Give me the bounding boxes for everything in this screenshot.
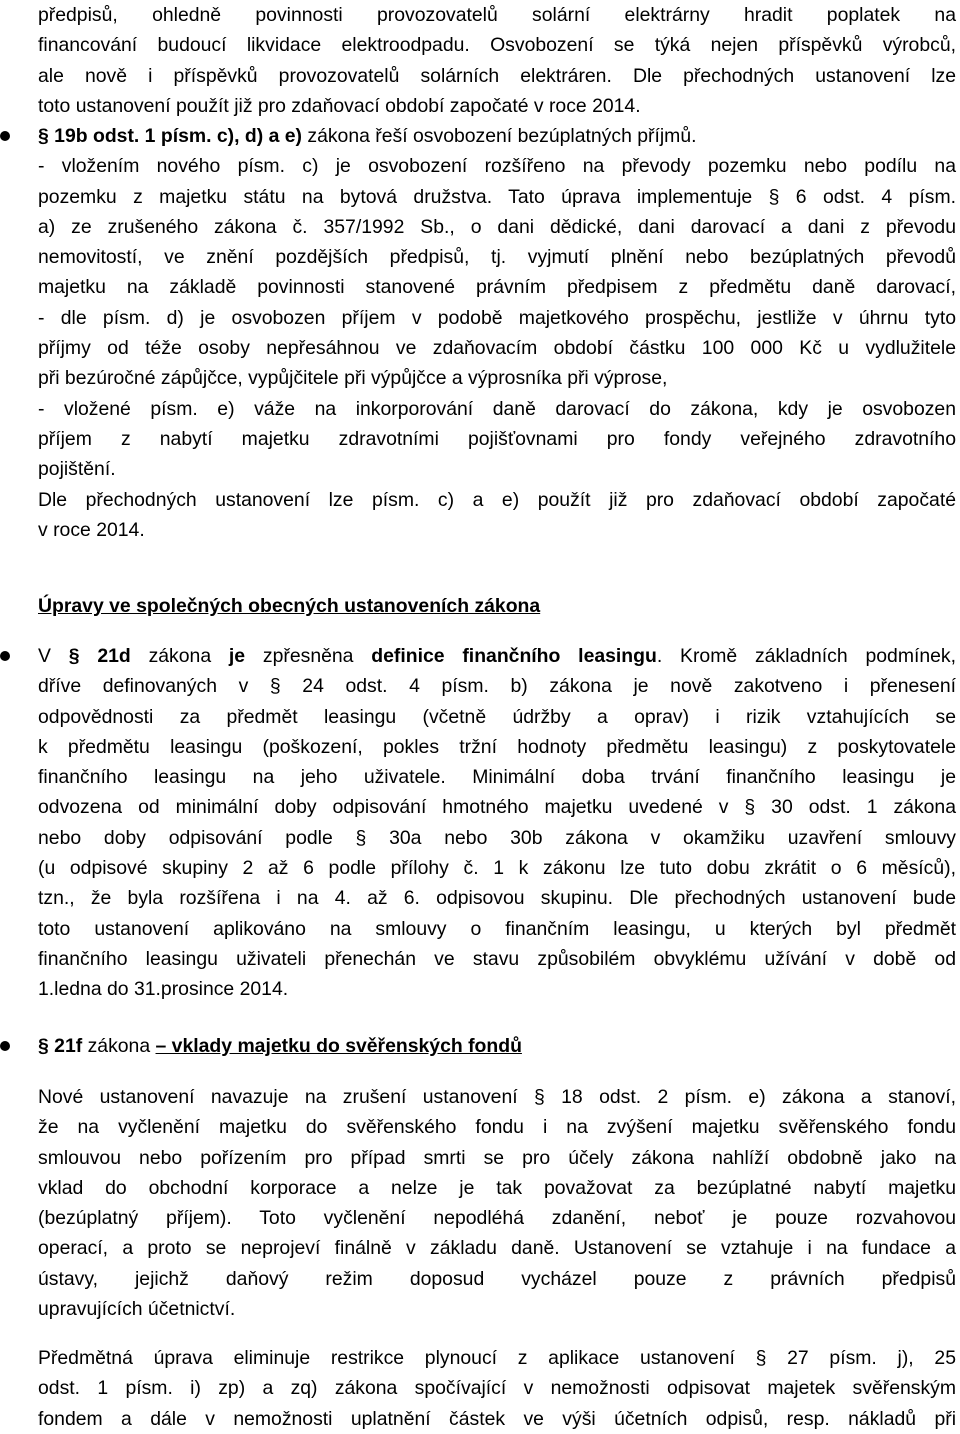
text-line: ústavy, jejichž daňový režim doposud vycházel pouze z právních předpisů xyxy=(38,1267,956,1290)
text-line: a) ze zrušeného zákona č. 357/1992 Sb., o dani dědické, dani darovací a dani z převodu xyxy=(38,215,956,238)
text-line: finančního leasingu na jeho uživatele. Minimální doba trvání finančního leasingu je xyxy=(38,766,956,789)
text-line xyxy=(38,1031,956,1061)
text-line: - dle písm. d) je osvobozen příjem v podobě majetkového prospěchu, jestliže v úhrnu tyto xyxy=(38,306,956,329)
text-line xyxy=(38,641,956,671)
text-bold: je xyxy=(228,645,246,667)
bullet-item-19b xyxy=(0,121,956,545)
bullet-icon xyxy=(0,131,10,141)
text-line: vklad do obchodní korporace a nelze je tak považovat za bezúplatné nabytí majetku xyxy=(38,1176,956,1199)
text-line: upravujících účetnictví. xyxy=(38,1298,236,1321)
section-ref: § 21f xyxy=(38,1035,83,1057)
text-line: toto ustanovení aplikováno na smlouvy o finančním leasingu, u kterých byl předmět xyxy=(38,917,956,940)
text-line: odst. 1 písm. i) zp) a zq) zákona spočívající v nemožnosti odpisovat majetek svěřenským xyxy=(38,1377,956,1400)
text-line: nemovitostí, ve znění pozdějších předpisů, tj. vyjmutí plnění nebo bezúplatných převodů xyxy=(38,246,956,269)
paragraph-solar-waste xyxy=(0,0,956,121)
text-line: tzn., že byla rozšířena i na 4. až 6. odpisovou skupinu. Dle přechodných ustanovení bude xyxy=(38,887,956,910)
section-heading: Úpravy ve společných obecných ustanoveních zákona xyxy=(38,595,541,617)
text-line: financování budoucí likvidace elektroodpadu. Osvobození se týká nejen příspěvků výrobců, xyxy=(38,34,956,57)
section-ref: § 19b odst. 1 písm. c), d) a e) xyxy=(38,125,302,147)
text-line: operací, a proto se neprojeví finálně v základu daně. Ustanovení se vztahuje i na fundace a xyxy=(38,1237,956,1260)
text-line: dříve definovaných v § 24 odst. 4 písm. b) zákona je nově zakotveno i přenesení xyxy=(38,675,956,698)
bullet-item-21d xyxy=(0,641,956,1005)
text-bold: definice finančního leasingu xyxy=(371,645,657,667)
text-line: toto ustanovení použít již pro zdaňovací období započaté v roce 2014. xyxy=(38,94,641,117)
text-line: - vložené písm. e) váže na inkorporování daně darovací do zákona, kdy je osvobozen xyxy=(38,397,956,420)
text-line: v roce 2014. xyxy=(38,518,145,541)
text-line: nebo doby odpisování podle § 30a nebo 30b zákona v okamžiku uzavření smlouvy xyxy=(38,826,956,849)
paragraph-restrictions xyxy=(0,1343,956,1434)
text-fragment: . Kromě základních podmínek, xyxy=(656,645,957,667)
text-fragment: zákona xyxy=(130,645,229,667)
text-line: (bezúplatný příjem). Toto vyčlenění nepodléhá zdanění, neboť je pouze rozvahovou xyxy=(38,1207,956,1230)
text-line: (u odpisové skupiny 2 až 6 podle přílohy č. 1 k zákonu lze tuto dobu zkrátit o 6 měsíců), xyxy=(38,857,956,880)
bullet-icon xyxy=(0,651,10,661)
text-line: příjmy od téže osoby nepřesáhnou ve zdaňovacím období částku 100 000 Kč u vydlužitele xyxy=(38,337,956,360)
text-fragment: zákona řeší osvobození bezúplatných příjmů. xyxy=(302,125,697,147)
section-title: – vklady majetku do svěřenských fondů xyxy=(155,1035,522,1057)
text-line: při bezúročné zápůjčce, vypůjčitele při výpůjčce a výprosníka při výprose, xyxy=(38,367,668,390)
text-fragment: V xyxy=(38,645,69,667)
bullet-item-21f xyxy=(0,1031,956,1061)
text-line: - vložením nového písm. c) je osvobození rozšířeno na převody pozemku nebo podílu na xyxy=(38,155,956,178)
text-line: předpisů, ohledně povinnosti provozovatelů solární elektrárny hradit poplatek na xyxy=(38,4,956,26)
bullet-icon xyxy=(0,1041,10,1051)
text-line: Nové ustanovení navazuje na zrušení ustanovení § 18 odst. 2 písm. e) zákona a stanoví, xyxy=(38,1086,956,1108)
text-fragment: zpřesněna xyxy=(245,645,372,667)
section-ref: § 21d xyxy=(68,645,131,667)
text-fragment: zákona xyxy=(82,1035,156,1057)
text-line: majetku na základě povinnosti stanovené právním předpisem z předmětu daně darovací, xyxy=(38,276,956,299)
text-line: pozemku z majetku státu na bytová družstva. Tato úprava implementuje § 6 odst. 4 písm. xyxy=(38,185,956,208)
text-line: 1.ledna do 31.prosince 2014. xyxy=(38,978,289,1001)
text-line: ale nově i příspěvků provozovatelů solárních elektráren. Dle přechodných ustanovení lze xyxy=(38,64,956,87)
text-line: Předmětná úprava eliminuje restrikce plynoucí z aplikace ustanovení § 27 písm. j), 25 xyxy=(38,1347,956,1369)
text-line xyxy=(38,121,956,151)
text-line: odpovědnosti za předmět leasingu (včetně údržby a oprav) i rizik vztahujících se xyxy=(38,705,956,728)
text-line: odvozena od minimální doby odpisování hmotného majetku uvedené v § 30 odst. 1 zákona xyxy=(38,796,956,819)
text-line: příjem z nabytí majetku zdravotními pojišťovnami pro fondy veřejného zdravotního xyxy=(38,427,956,450)
text-line: finančního leasingu uživateli přenechán ve stavu způsobilém obvyklému užívání v době od xyxy=(38,947,956,970)
text-line: smlouvou nebo pořízením pro případ smrti se pro účely zákona nahlíží obdobně jako na xyxy=(38,1146,956,1169)
paragraph-trust-funds xyxy=(0,1082,956,1324)
text-line: pojištění. xyxy=(38,458,116,481)
text-line: fondem a dále v nemožnosti uplatnění částek ve výši účetních odpisů, resp. nákladů při xyxy=(38,1407,956,1430)
text-line: Dle přechodných ustanovení lze písm. c) a e) použít již pro zdaňovací období započaté xyxy=(38,488,956,511)
text-line: že na vyčlenění majetku do svěřenského fondu i na zvýšení majetku svěřenského fondu xyxy=(38,1116,956,1139)
text-line: k předmětu leasingu (poškození, pokles tržní hodnoty předmětu leasingu) z poskytovatele xyxy=(38,735,956,758)
